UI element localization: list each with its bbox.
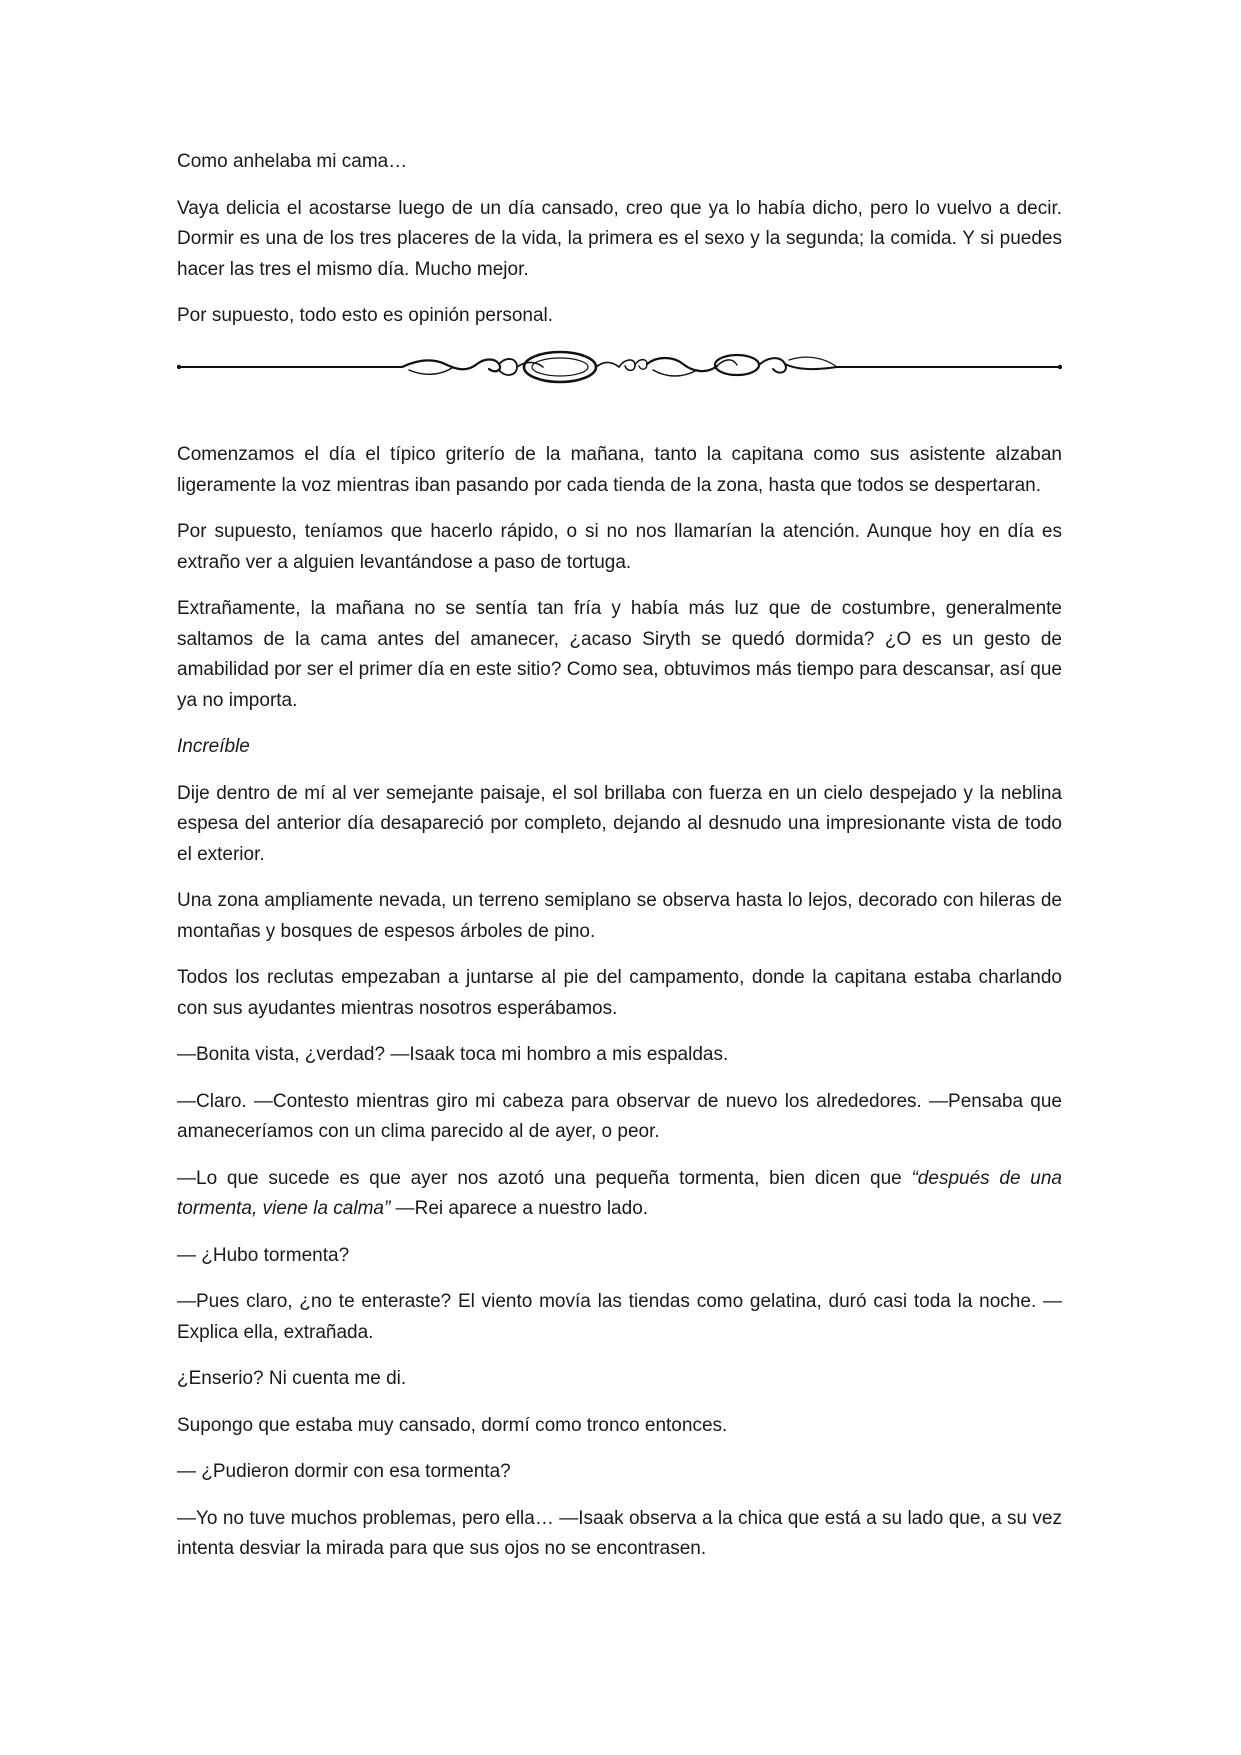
paragraph: — ¿Hubo tormenta?	[177, 1244, 350, 1266]
paragraph-text: —Lo que sucede es que ayer nos azotó una pequeña tormenta, bien dicen que	[177, 1167, 912, 1189]
paragraph: Todos los reclutas empezaban a juntarse al pie del campamento, donde la capitana estaba charlando con sus ayudantes mientras nosotros esperábamos.	[177, 967, 1062, 1019]
paragraph	[177, 1164, 1062, 1225]
paragraph: Extrañamente, la mañana no se sentía tan fría y había más luz que de costumbre, generalmente saltamos de la cama antes del amanecer, ¿acaso Siryth se quedó dormida? ¿O es un gesto de amabilidad por ser el primer día en este sitio? Como sea, obtuvimos más tiempo para descansar, así que ya no importa.	[177, 598, 1063, 711]
paragraph-text: —Rei aparece a nuestro lado.	[390, 1198, 649, 1219]
paragraph: Comenzamos el día el típico griterío de la mañana, tanto la capitana como sus asistente alzaban ligeramente la voz mientras iban pasando por cada tienda de la zona, hasta que todos se despertaran.	[177, 444, 1062, 496]
paragraph: —Yo no tuve muchos problemas, pero ella… —Isaak observa a la chica que está a su lado que, a su vez intenta desviar la mirada para que sus ojos no se encontrasen.	[177, 1507, 1062, 1559]
italic-quote: “después de una tormenta, viene la calma”	[177, 1167, 1062, 1219]
ornamental-flourish-divider-icon	[177, 350, 1062, 390]
paragraph: Por supuesto, teníamos que hacerlo rápido, o si no nos llamarían la atención. Aunque hoy en día es extraño ver a alguien levantándose a paso de tortuga.	[177, 521, 1062, 573]
paragraph: —Claro. —Contesto mientras giro mi cabeza para observar de nuevo los alrededores. —Pensaba que amaneceríamos con un clima parecido al de ayer, o peor.	[177, 1090, 1062, 1142]
paragraph: —Pues claro, ¿no te enteraste? El viento movía las tiendas como gelatina, duró casi toda la noche. —Explica ella, extrañada.	[177, 1291, 1062, 1343]
paragraph: ¿Enserio? Ni cuenta me di.	[177, 1368, 407, 1389]
paragraph: Vaya delicia el acostarse luego de un día cansado, creo que ya lo había dicho, pero lo vuelvo a decir. Dormir es una de los tres placeres de la vida, la primera es el sexo y la segunda; la comida. Y si puedes hacer las tres el mismo día. Mucho mejor.	[177, 197, 1062, 280]
text-block-main	[177, 440, 1062, 1581]
paragraph: — ¿Pudieron dormir con esa tormenta?	[177, 1461, 511, 1482]
paragraph: Increíble	[177, 736, 250, 757]
paragraph: Por supuesto, todo esto es opinión personal.	[177, 305, 554, 326]
paragraph: Supongo que estaba muy cansado, dormí como tronco entonces.	[177, 1414, 728, 1436]
text-block-top	[177, 147, 1062, 348]
paragraph: Dije dentro de mí al ver semejante paisaje, el sol brillaba con fuerza en un cielo despejado y la neblina espesa del anterior día desapareció por completo, dejando al desnudo una impresionante vista de todo el exterior.	[177, 782, 1062, 865]
paragraph: Una zona ampliamente nevada, un terreno semiplano se observa hasta lo lejos, decorado con hileras de montañas y bosques de espesos árboles de pino.	[177, 890, 1062, 942]
paragraph: Como anhelaba mi cama…	[177, 151, 408, 172]
paragraph: —Bonita vista, ¿verdad? —Isaak toca mi hombro a mis espaldas.	[177, 1044, 729, 1065]
